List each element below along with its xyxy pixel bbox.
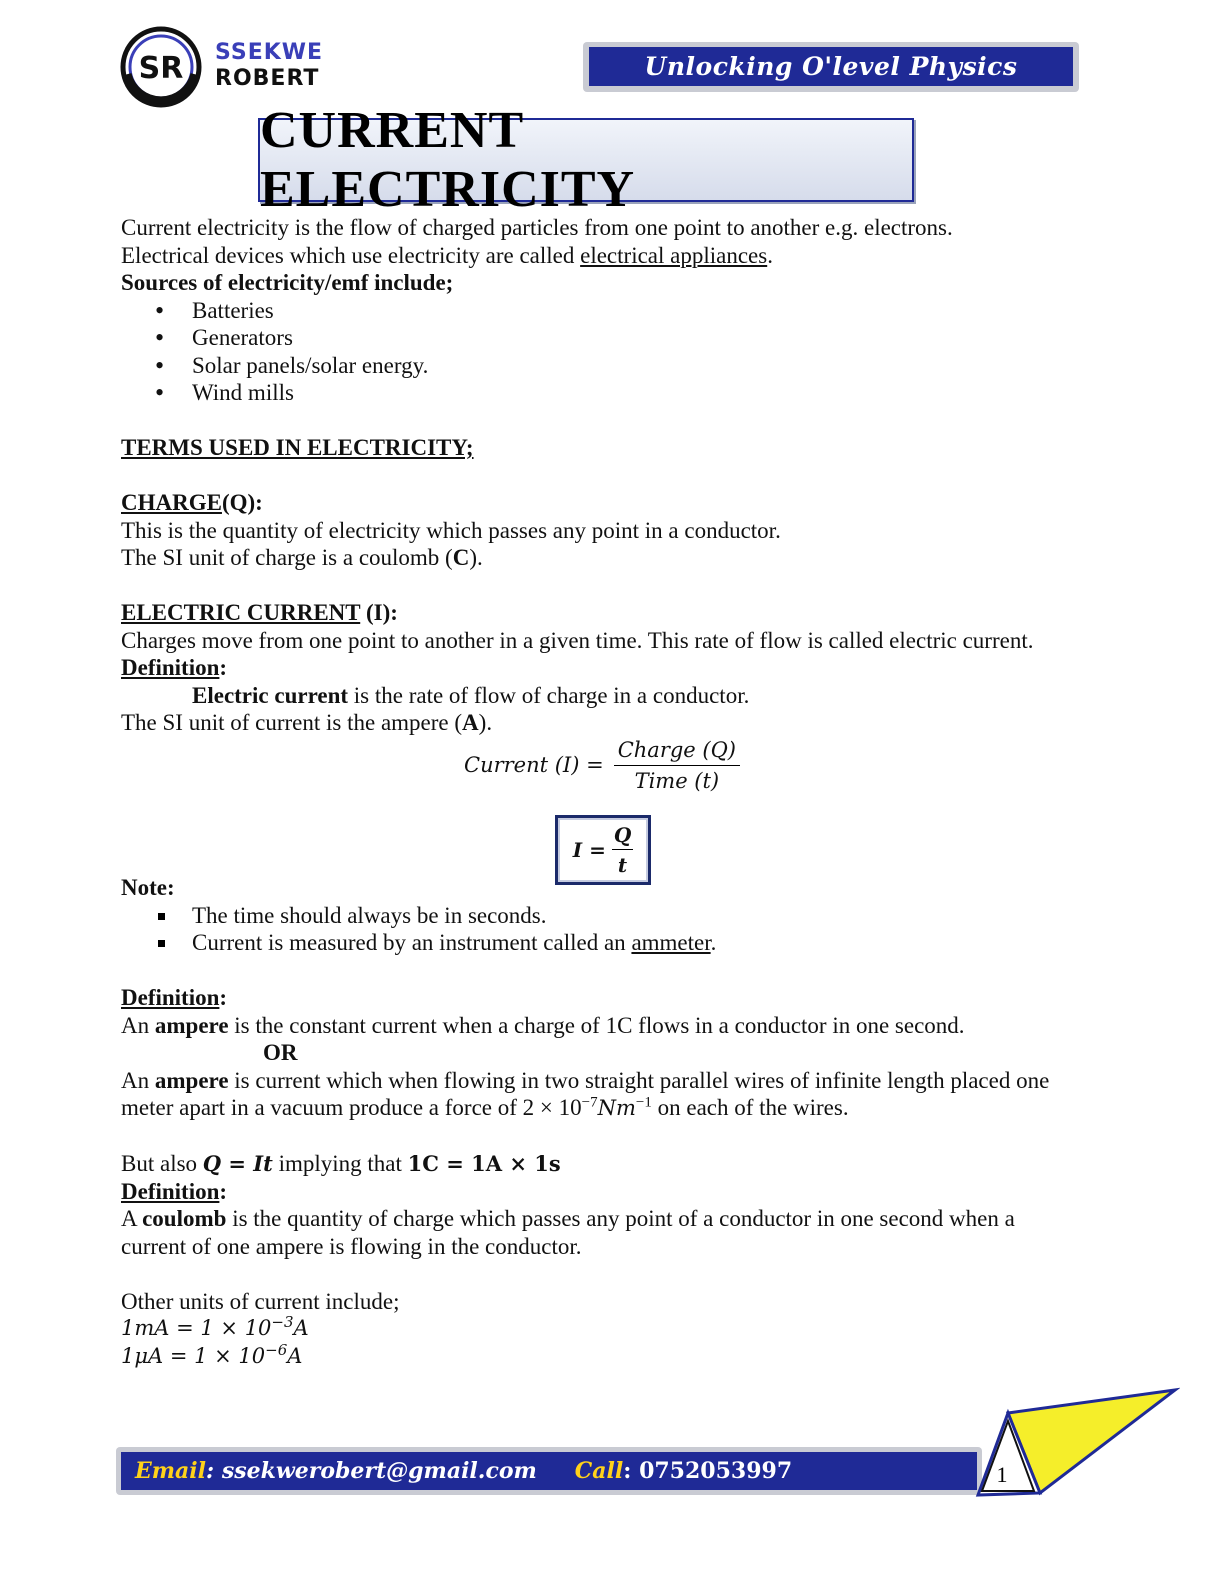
tagline-banner <box>583 42 1079 92</box>
exponent: −6 <box>265 1340 288 1359</box>
ampere-def-text: on each of the wires. <box>651 1095 849 1120</box>
formula-numerator: Charge (Q) <box>614 738 740 766</box>
boxed-formula-denominator: t <box>617 853 628 877</box>
charge-relation <box>121 1150 1091 1178</box>
exponent: −7 <box>581 1094 598 1111</box>
document-body <box>121 214 1091 737</box>
phone-number: 0752053997 <box>639 1458 793 1484</box>
relation-equation: Q = It <box>202 1151 273 1176</box>
intro-line-2 <box>121 242 1091 270</box>
page-number: 1 <box>996 1462 1008 1487</box>
ampere-def-text: meter apart in a vacuum produce a force of 2 × 10 <box>121 1095 582 1120</box>
milliamp-conversion <box>121 1315 1091 1343</box>
current-definition-text: is the rate of flow of charge in a conductor. <box>348 682 750 708</box>
intro-line-1: Current electricity is the flow of charged particles from one point to another e.g. electrons. <box>121 215 953 240</box>
note-list <box>121 902 1091 957</box>
definition-label: Definition <box>121 985 220 1010</box>
coulomb-term: coulomb <box>142 1206 227 1231</box>
coulomb-definition-cont: current of one ampere is flowing in the conductor. <box>121 1233 582 1259</box>
conversion-text: 1μA = 1 × 10 <box>121 1343 266 1368</box>
ampere-def-text: An <box>121 1067 155 1093</box>
ampere-definition-label <box>121 984 1091 1012</box>
current-definition-term: Electric current <box>192 682 349 708</box>
ampere-definition-2 <box>121 1067 1091 1095</box>
definition-label: Definition <box>121 655 220 680</box>
list-item: • Generators <box>121 324 1091 352</box>
page-title: CURRENT ELECTRICITY <box>260 102 636 218</box>
logo-monogram: SR <box>138 51 184 86</box>
brand-name <box>215 40 323 92</box>
current-heading-term: ELECTRIC CURRENT <box>121 600 361 625</box>
call-label: Call <box>574 1458 624 1484</box>
current-unit-symbol: A <box>462 710 479 735</box>
brand-line-1: SSEKWE <box>215 40 324 65</box>
conversion-text: 1mA = 1 × 10 <box>121 1316 272 1340</box>
email-address: ssekwerobert@gmail.com <box>221 1458 537 1484</box>
current-definition-label <box>121 654 1091 682</box>
boxed-formula-fraction <box>612 823 633 877</box>
ampere-definition-2-cont <box>121 1094 1091 1123</box>
relation-text: But also <box>121 1151 203 1176</box>
sources-list <box>121 297 1091 407</box>
current-definition <box>121 682 1091 710</box>
current-line-1: Charges move from one point to another in a given time. This rate of flow is called electric current. <box>121 627 1034 653</box>
note-heading: Note: <box>121 875 175 900</box>
current-heading <box>121 599 1091 627</box>
ammeter-term: ammeter <box>631 930 711 955</box>
unit-nm: Nm <box>597 1096 636 1120</box>
terms-heading: TERMS USED IN ELECTRICITY; <box>121 435 474 460</box>
charge-line-1: This is the quantity of electricity which passes any point in a conductor. <box>121 517 781 543</box>
definition-colon: : <box>219 1178 228 1204</box>
current-unit-punct: ). <box>478 710 493 735</box>
brand-line-2: ROBERT <box>215 66 320 91</box>
charge-heading-symbol: (Q): <box>221 490 263 515</box>
conversion-unit: A <box>287 1343 303 1368</box>
conversion-unit: A <box>293 1316 309 1340</box>
charge-heading <box>121 489 1091 517</box>
charge-unit-symbol: C <box>452 545 470 570</box>
email-label: Email <box>135 1458 207 1484</box>
sources-heading: Sources of electricity/emf include; <box>121 270 454 295</box>
formula-lhs: Current (I) = <box>464 753 604 777</box>
current-formula <box>464 733 740 797</box>
ampere-def-text: An <box>121 1012 155 1038</box>
brand-logo <box>120 26 202 108</box>
coulomb-def-text: is the quantity of charge which passes any point of a conductor in one second when a <box>226 1206 1015 1231</box>
appliances-term: electrical appliances <box>580 242 768 268</box>
definition-label: Definition <box>121 1178 220 1204</box>
coulomb-definition-label <box>121 1178 1091 1206</box>
intro-text: Electrical devices which use electricity are called <box>121 242 581 268</box>
or-separator: OR <box>263 1040 298 1065</box>
list-item: • Batteries <box>121 297 1091 325</box>
relation-text: implying that <box>272 1151 408 1176</box>
coulomb-definition <box>121 1205 1091 1233</box>
exponent: −3 <box>271 1313 294 1331</box>
units-heading: Other units of current include; <box>121 1288 400 1314</box>
intro-punct: . <box>767 242 773 268</box>
definition-colon: : <box>219 655 228 680</box>
ampere-def-text: is current which when flowing in two straight parallel wires of infinite length placed one <box>228 1067 1050 1093</box>
definition-colon: : <box>219 985 228 1010</box>
charge-unit-punct: ). <box>469 545 483 570</box>
list-item: • Solar panels/solar energy. <box>121 352 1091 380</box>
microamp-conversion <box>121 1340 1091 1371</box>
ampere-def-text: is the constant current when a charge of 1C flows in a conductor in one second. <box>228 1012 965 1038</box>
note-text: Current is measured by an instrument called an <box>192 930 632 955</box>
current-unit-text: The SI unit of current is the ampere ( <box>121 710 463 735</box>
charge-unit-text: The SI unit of charge is a coulomb ( <box>121 545 453 570</box>
exponent: −1 <box>635 1094 652 1111</box>
footer-contact: Email : ssekwerobert@gmail.com Call : 0752053997 <box>121 1452 977 1490</box>
list-item: • Wind mills <box>121 379 1091 407</box>
page-title-box <box>258 102 914 218</box>
relation-equation: 1C = 1A × 1s <box>407 1151 561 1176</box>
boxed-formula-lhs: I = <box>572 838 606 862</box>
charge-line-2 <box>121 544 1091 572</box>
boxed-formula-numerator: Q <box>612 823 633 850</box>
footer-banner <box>116 1447 982 1495</box>
charge-heading-term: CHARGE <box>121 490 222 515</box>
formula-denominator: Time (t) <box>634 768 720 793</box>
ampere-term: ampere <box>154 1012 229 1038</box>
ampere-definition-1 <box>121 1012 1091 1040</box>
list-item <box>121 929 1091 957</box>
list-item: The time should always be in seconds. <box>121 902 1091 930</box>
current-heading-symbol: (I): <box>360 600 398 625</box>
formula-fraction <box>614 738 740 793</box>
tagline-text: Unlocking O'level Physics <box>589 47 1073 86</box>
document-body-continued <box>121 874 1091 1370</box>
coulomb-def-text: A <box>121 1206 143 1231</box>
note-punct: . <box>710 930 717 955</box>
ampere-term: ampere <box>154 1067 229 1093</box>
